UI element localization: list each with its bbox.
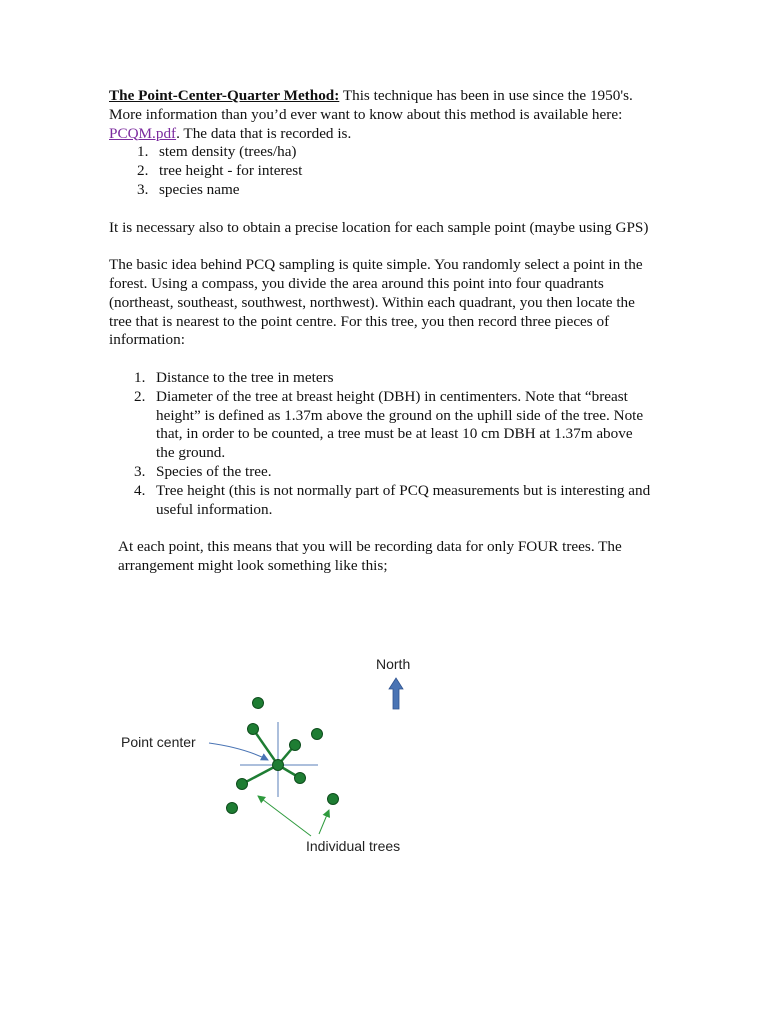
tree-marker <box>328 794 339 805</box>
list-item-text: stem density (trees/ha) <box>159 143 297 161</box>
list-number: 1. <box>137 143 149 161</box>
connector-sw <box>242 765 278 784</box>
four-trees-paragraph: At each point, this means that you will be recording data for only FOUR trees. The arrangement might look something like this; <box>118 538 622 574</box>
individual-trees-label: Individual trees <box>306 838 401 854</box>
tree-marker <box>295 773 306 784</box>
tree-marker <box>237 779 248 790</box>
point-center-marker <box>273 760 284 771</box>
list-number: 4. <box>134 481 146 499</box>
list-item <box>109 162 654 181</box>
basic-idea-paragraph: The basic idea behind PCQ sampling is quite simple. You randomly select a point in the forest. Using a compass, you divide the area around this point into four quadrants (northeast, southeast, southwest, northwest). Within each quadrant, you then locate the tree that is nearest to the point centre. For this tree, you then record three pieces of information: <box>109 256 643 349</box>
tree-marker <box>253 698 264 709</box>
list-item-text: Distance to the tree in meters <box>156 368 334 386</box>
intro-text-2: . The data that is recorded is. <box>176 124 352 142</box>
tree-connectors <box>242 729 300 784</box>
north-arrow-shape <box>389 678 403 709</box>
list-number: 1. <box>134 368 146 386</box>
connector-nw <box>253 729 278 765</box>
tree-marker <box>312 729 323 740</box>
document-body <box>109 87 654 576</box>
point-center-label: Point center <box>121 734 196 750</box>
list-number: 3. <box>134 462 146 480</box>
measurements-list <box>109 369 654 519</box>
connector-ne <box>278 745 295 765</box>
recorded-data-list <box>109 143 654 199</box>
north-label: North <box>376 656 411 672</box>
list-item-text: species name <box>159 180 240 198</box>
point-center-pointer <box>209 743 268 760</box>
list-item <box>109 482 654 520</box>
north-arrow-icon <box>389 678 403 709</box>
list-number: 2. <box>134 387 146 405</box>
list-item <box>109 143 654 162</box>
annotation-arrow-right <box>319 810 329 834</box>
list-number: 3. <box>137 180 149 198</box>
pcqm-pdf-link[interactable]: PCQM.pdf <box>109 124 177 142</box>
list-item-text: tree height - for interest <box>159 162 303 180</box>
connector-se <box>278 765 300 778</box>
intro-paragraph <box>109 87 654 143</box>
annotation-arrow-left <box>258 796 311 836</box>
individual-trees <box>227 698 339 814</box>
intro-text-1: This technique has been in use since the 1950's. More information than you’d ever want to know about this method is available here: <box>109 87 633 123</box>
section-heading: The Point-Center-Quarter Method: <box>109 87 340 104</box>
list-item <box>109 369 654 388</box>
location-paragraph: It is necessary also to obtain a precise location for each sample point (maybe using GPS) <box>109 218 649 236</box>
tree-marker <box>248 724 259 735</box>
list-number: 2. <box>137 162 149 180</box>
list-item <box>109 181 654 200</box>
tree-marker <box>290 740 301 751</box>
list-item <box>109 388 654 463</box>
tree-marker <box>227 803 238 814</box>
list-item-text: Tree height (this is not normally part of PCQ measurements but is interesting and useful information. <box>156 481 651 518</box>
list-item-text: Diameter of the tree at breast height (DBH) in centimenters. Note that “breast height” is defined as 1.37m above the ground on the uphill side of the tree. Note that, in order to be counted, a tree must be at least 10 cm DBH at 1.37m above the ground. <box>156 387 644 462</box>
list-item-text: Species of the tree. <box>156 462 272 480</box>
list-item <box>109 463 654 482</box>
